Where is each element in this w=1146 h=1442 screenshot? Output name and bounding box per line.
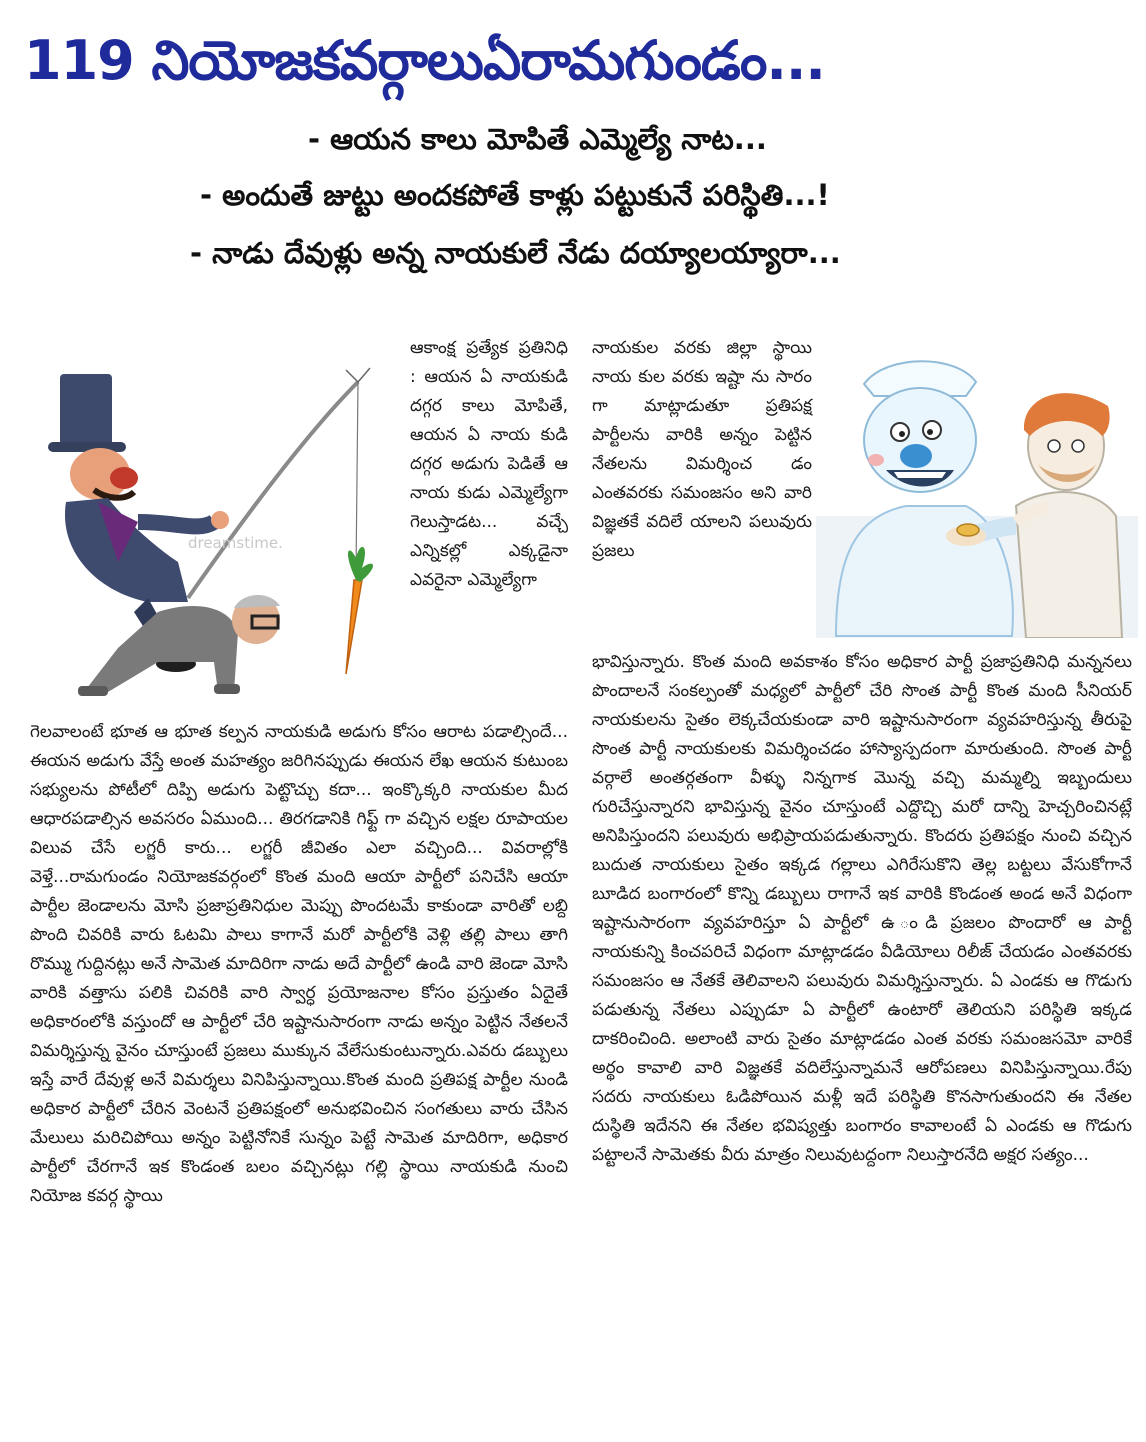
article-col2-top bbox=[592, 334, 812, 566]
article-col1-bottom bbox=[30, 718, 568, 1211]
subheading-1: - ఆయన కాలు మోపితే ఎమ్మెల్యే నాట... bbox=[308, 122, 767, 156]
article-col2-bottom bbox=[592, 648, 1132, 1170]
watermark-text: dreamstime. bbox=[188, 534, 283, 552]
right-cartoon-illustration bbox=[816, 336, 1138, 638]
left-cartoon-illustration bbox=[38, 362, 406, 712]
article-col1-top-text: ఆకాంక్ష ప్రత్యేక ప్రతినిధి : ఆయన ఏ నాయకుడి దగ్గర కాలు మోపితే, ఆయన ఏ నాయ కుడి దగ్గర అడుగు పెడితే ఆ నాయ కుడు ఎమ్మెల్యేగా గెలుస్తాడట... వచ్చే ఎన్నికల్లో ఎక్కడైనా ఎవరైనా ఎమ్మెల్యేగా bbox=[410, 338, 568, 590]
article-col1-top bbox=[410, 334, 568, 595]
article-col2-top-text: నాయకుల వరకు జిల్లా స్థాయి నాయ కుల వరకు ఇష్టా ను సారం గా మాట్లాడుతూ ప్రతిపక్ష పార్టీలను వారికి అన్నం పెట్టిన నేతలను విమర్శించ డం ఎంతవరకు సమంజసం అని వారి విజ్ఞతకే వదిలే యాలని పలువురు ప్రజలు bbox=[592, 338, 812, 561]
subheading-3: - నాడు దేవుళ్లు అన్న నాయకులే నేడు దయ్యాలయ్యారా... bbox=[190, 236, 841, 270]
subheading-2: - అందుతే జుట్టు అందకపోతే కాళ్లు పట్టుకునే పరిస్థితి...! bbox=[200, 178, 830, 212]
headline: 119 నియోజకవర్గాలుఏరామగుండం... bbox=[24, 29, 825, 92]
article-col2-bottom-text: భావిస్తున్నారు. కొంత మంది అవకాశం కోసం అధికార పార్టీ ప్రజాప్రతినిధి మన్ననలు పొందాలనే సంకల్పంతో మధ్యలో పార్టీలో చేరి సొంత పార్టీ కొంత మంది సీనియర్ నాయకులను సైతం లెక్కచేయకుండా వారి ఇష్టానుసారంగా వ్యవహరిస్తున్న తీరుపై సొంత పార్టీ నాయకులకు విమర్శించడం హాస్యాస్పదంగా మారుతుంది. సొంత పార్టీ వర్గాలే అంతర్గతంగా వీళ్ళు నిన్నగాక మొన్న వచ్చి మమ్మల్ని ఇబ్బందులు గురిచేస్తున్నారని భావిస్తున్న వైనం చూస్తుంటే ఎద్దొచ్చి మరో దాన్ని హెచ్చరించినట్లే అనిపిస్తుందని పలువురు అభిప్రాయపడుతున్నారు. కొందరు ప్రతిపక్షం నుంచి వచ్చిన బుదుత నాయకులు సైతం ఇక్కడ గల్లాలు ఎగిరేసుకొని తెల్ల బట్టలు వేసుకోగానే బూడిద బంగారంలో కొన్ని డబ్బులు రాగానే ఇక వారికి కొండంత అండ అనే విధంగా ఇష్టానుసారంగా వ్యవహరిస్తూ ఏ పార్టీలో ఉ ండి ప్రజలం పొందారో ఆ పార్టీ నాయకున్ని కించపరిచే విధంగా మాట్లాడడం వీడియోలు రిలీజ్ చేయడం ఎంతవరకు సమంజసం ఆ నేతకే తెలివాలని పలువురు విమర్శిస్తున్నారు. ఏ ఎండకు ఆ గొడుగు పడుతున్న నేతలు ఎప్పుడూ ఏ పార్టీలో ఉంటారో తెలియని పరిస్థితి ఇక్కడ దాకరించింది. అలాంటి వారు సైతం మాట్లాడడం ఎంత వరకు సమంజసమో వారికే అర్థం కావాలి వారి విజ్ఞతకే వదిలేస్తున్నామనే ఆరోపణలు వినిపిస్తున్నాయి.రేపు సదరు నాయకులు ఓడిపోయిన మళ్లీ ఇదే పరిస్థితి కొనసాగుతుందని ఈ నేతల దుస్థితి ఇదేనని ఈ నేతల భవిష్యత్తు బంగారం కావాలంటే ఏ ఎండకు ఆ గొడుగు పట్టాలనే సామెతకు వీరు మాత్రం నిలువుటద్దంగా నిలుస్తారనేది అక్షర సత్యం... bbox=[592, 652, 1132, 1165]
article-col1-bottom-text: గెలవాలంటే భూత ఆ భూత కల్పన నాయకుడి అడుగు కోసం ఆరాట పడాల్సిందే... ఈయన అడుగు వేస్తే అంత మహత్యం జరిగినప్పుడు ఈయన లేఖ ఆయన కుటుంబ సభ్యులను పోటీలో దిప్పి అడుగు పెట్టొచ్చు కదా... ఇంక్కొక్కరి నాయకుల మీద ఆధారపడాల్సిన అవసరం ఏముంది... తిరగడానికి గిఫ్ట్ గా వచ్చిన లక్షల రూపాయల విలువ చేసే లగ్జరీ కారు... లగ్జరీ జీవితం ఎలా వచ్చింది... వివరాల్లోకి వెళ్తే...రామగుండం నియోజకవర్గంలో కొంత మంది ఆయా పార్టీలో పనిచేసి ఆయా పార్టీల జెండాలను మోసి ప్రజాప్రతినిధుల మెప్పు పొందటమే కాకుండా వారితో లబ్ది పొంది చివరికి వారు ఓటమి పాలు కాగానే మరో పార్టీలోకి వెళ్లి తల్లి పాలు తాగి రొమ్ము గుద్దినట్లు అనే సామెత మాదిరిగా నాడు అదే పార్టీలో ఉండి వారి జెండా మోసి వారికి వత్తాసు పలికి చివరికి వారి స్వార్ధ ప్రయోజనాల కోసం ప్రస్తుతం ఏదైతే అధికారంలోకి వస్తుందో ఆ పార్టీలో చేరి ఇష్టానుసారంగా నాడు అన్నం పెట్టిన నేతలనే విమర్శిస్తున్న వైనం చూస్తుంటే ప్రజలు ముక్కున వేలేసుకుంటున్నారు.ఎవరు డబ్బులు ఇస్తే వారే దేవుళ్ల అనే విమర్శలు వినిపిస్తున్నాయి.కొంత మంది ప్రతిపక్ష పార్టీల నుండి అధికార పార్టీలో చేరిన వెంటనే ప్రతిపక్షంలో అనుభవించిన సంగతులు వారు చేసిన మేలులు మరిచిపోయి అన్నం పెట్టినోనికే సున్నం పెట్టే సామెత మాదిరిగా, అధికార పార్టీలో చేరగానే ఇక కొండంత బలం వచ్చినట్లు గల్లి స్థాయి నాయకుడి నుంచి నియోజ కవర్గ స్థాయి bbox=[30, 722, 568, 1206]
